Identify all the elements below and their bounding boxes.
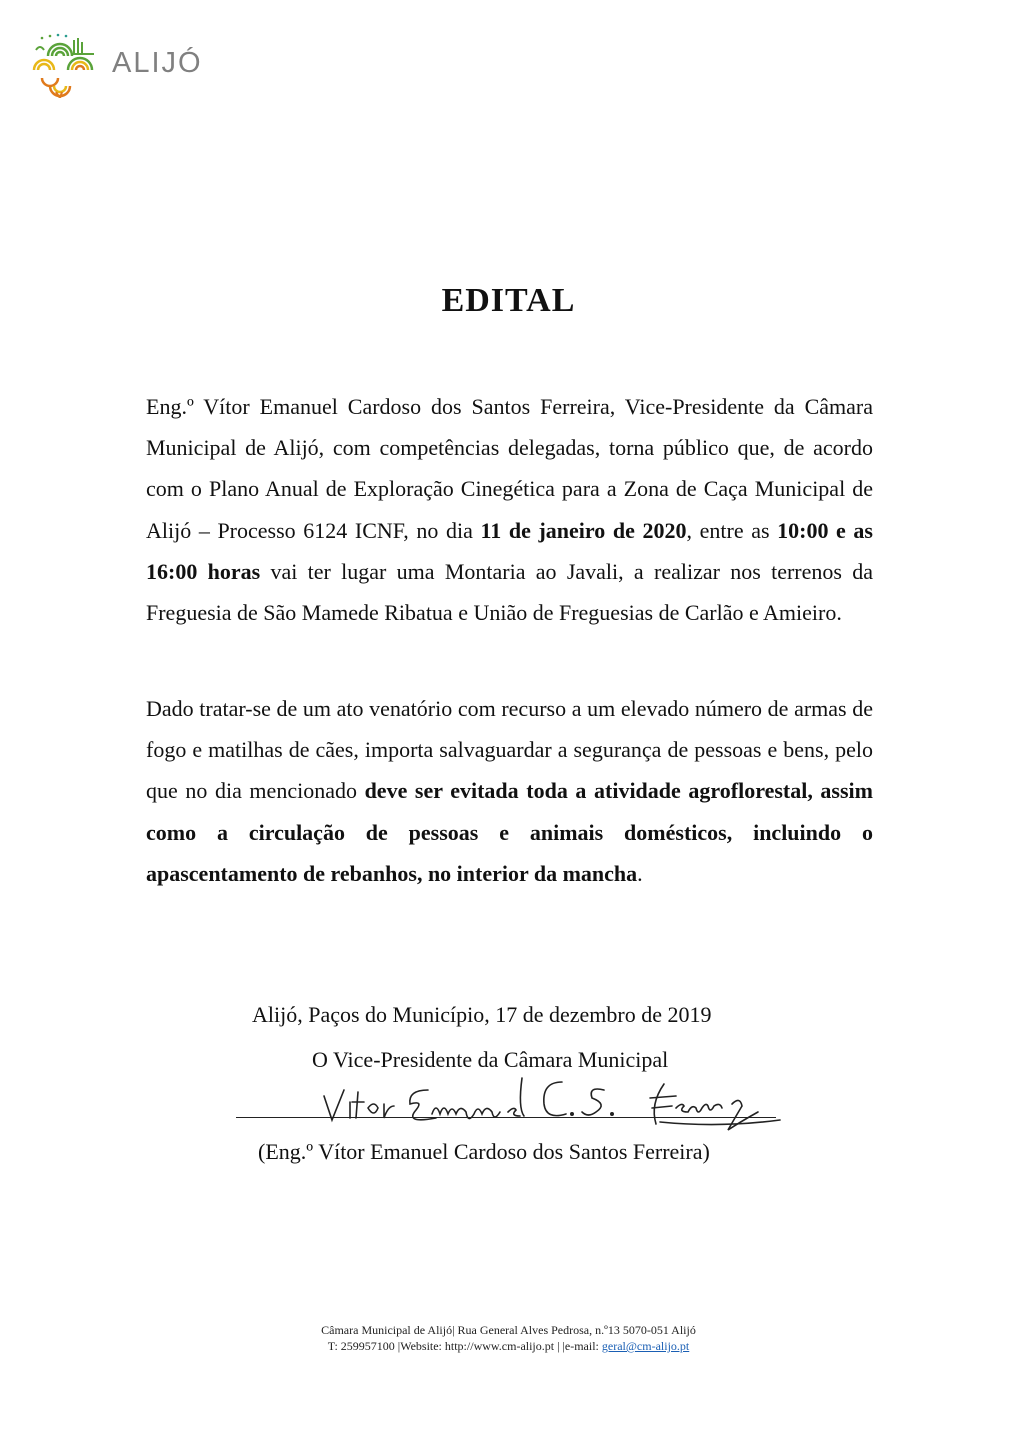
alijo-logo-icon bbox=[28, 30, 104, 98]
document-title: EDITAL bbox=[441, 282, 576, 319]
signature-line bbox=[236, 1117, 776, 1118]
footer-email-link[interactable]: geral@cm-alijo.pt bbox=[601, 1339, 690, 1353]
paragraph-warning bbox=[146, 688, 873, 894]
footer-contacts bbox=[0, 1338, 1017, 1354]
paragraph2-text-2: . bbox=[637, 860, 643, 886]
paragraph2-text-1: Dado tratar-se de um ato venatório com recurso a um elevado número de armas de fogo e matilhas de cães, importa salvaguardar a segurança de pessoas e bens, pelo que no dia mencionado bbox=[146, 696, 873, 804]
event-time: 10:00 e as 16:00 horas bbox=[146, 517, 873, 584]
footer bbox=[0, 1322, 1017, 1354]
alijo-logo bbox=[28, 30, 228, 100]
logo-text: ALIJÓ bbox=[112, 47, 203, 79]
paragraph-announcement bbox=[146, 386, 873, 633]
handwritten-signature bbox=[300, 1068, 800, 1148]
paragraph1-text-1: Eng.º Vítor Emanuel Cardoso dos Santos Ferreira, Vice-Presidente da Câmara Municipal de Alijó, com competências delegadas, torna público que, de acordo com o Plano Anual de Exploração Cinegética para a Zona de Caça Municipal de Alijó – Processo 6124 ICNF, no dia bbox=[146, 394, 873, 543]
signatory-role: O Vice-Presidente da Câmara Municipal bbox=[312, 1047, 669, 1072]
footer-contacts-text: T: 259957100 |Website: http://www.cm-alijo.pt | |e-mail: bbox=[327, 1339, 602, 1353]
warning-bold: deve ser evitada toda a atividade agroflorestal, assim como a circulação de pessoas e animais domésticos, incluindo o apascentamento de rebanhos, no interior da mancha bbox=[146, 778, 873, 886]
paragraph1-text-2: , entre as bbox=[686, 517, 778, 543]
paragraph1-text-3: vai ter lugar uma Montaria ao Javali, a realizar nos terrenos da Freguesia de São Mamede Ribatua e União de Freguesias de Carlão e Amieiro. bbox=[146, 558, 873, 626]
signatory-name: (Eng.º Vítor Emanuel Cardoso dos Santos Ferreira) bbox=[258, 1139, 710, 1164]
place-date: Alijó, Paços do Município, 17 de dezembro de 2019 bbox=[252, 1002, 712, 1027]
footer-address: Câmara Municipal de Alijó| Rua General Alves Pedrosa, n.º13 5070-051 Alijó bbox=[321, 1323, 696, 1337]
event-date: 11 de janeiro de 2020 bbox=[480, 517, 687, 543]
